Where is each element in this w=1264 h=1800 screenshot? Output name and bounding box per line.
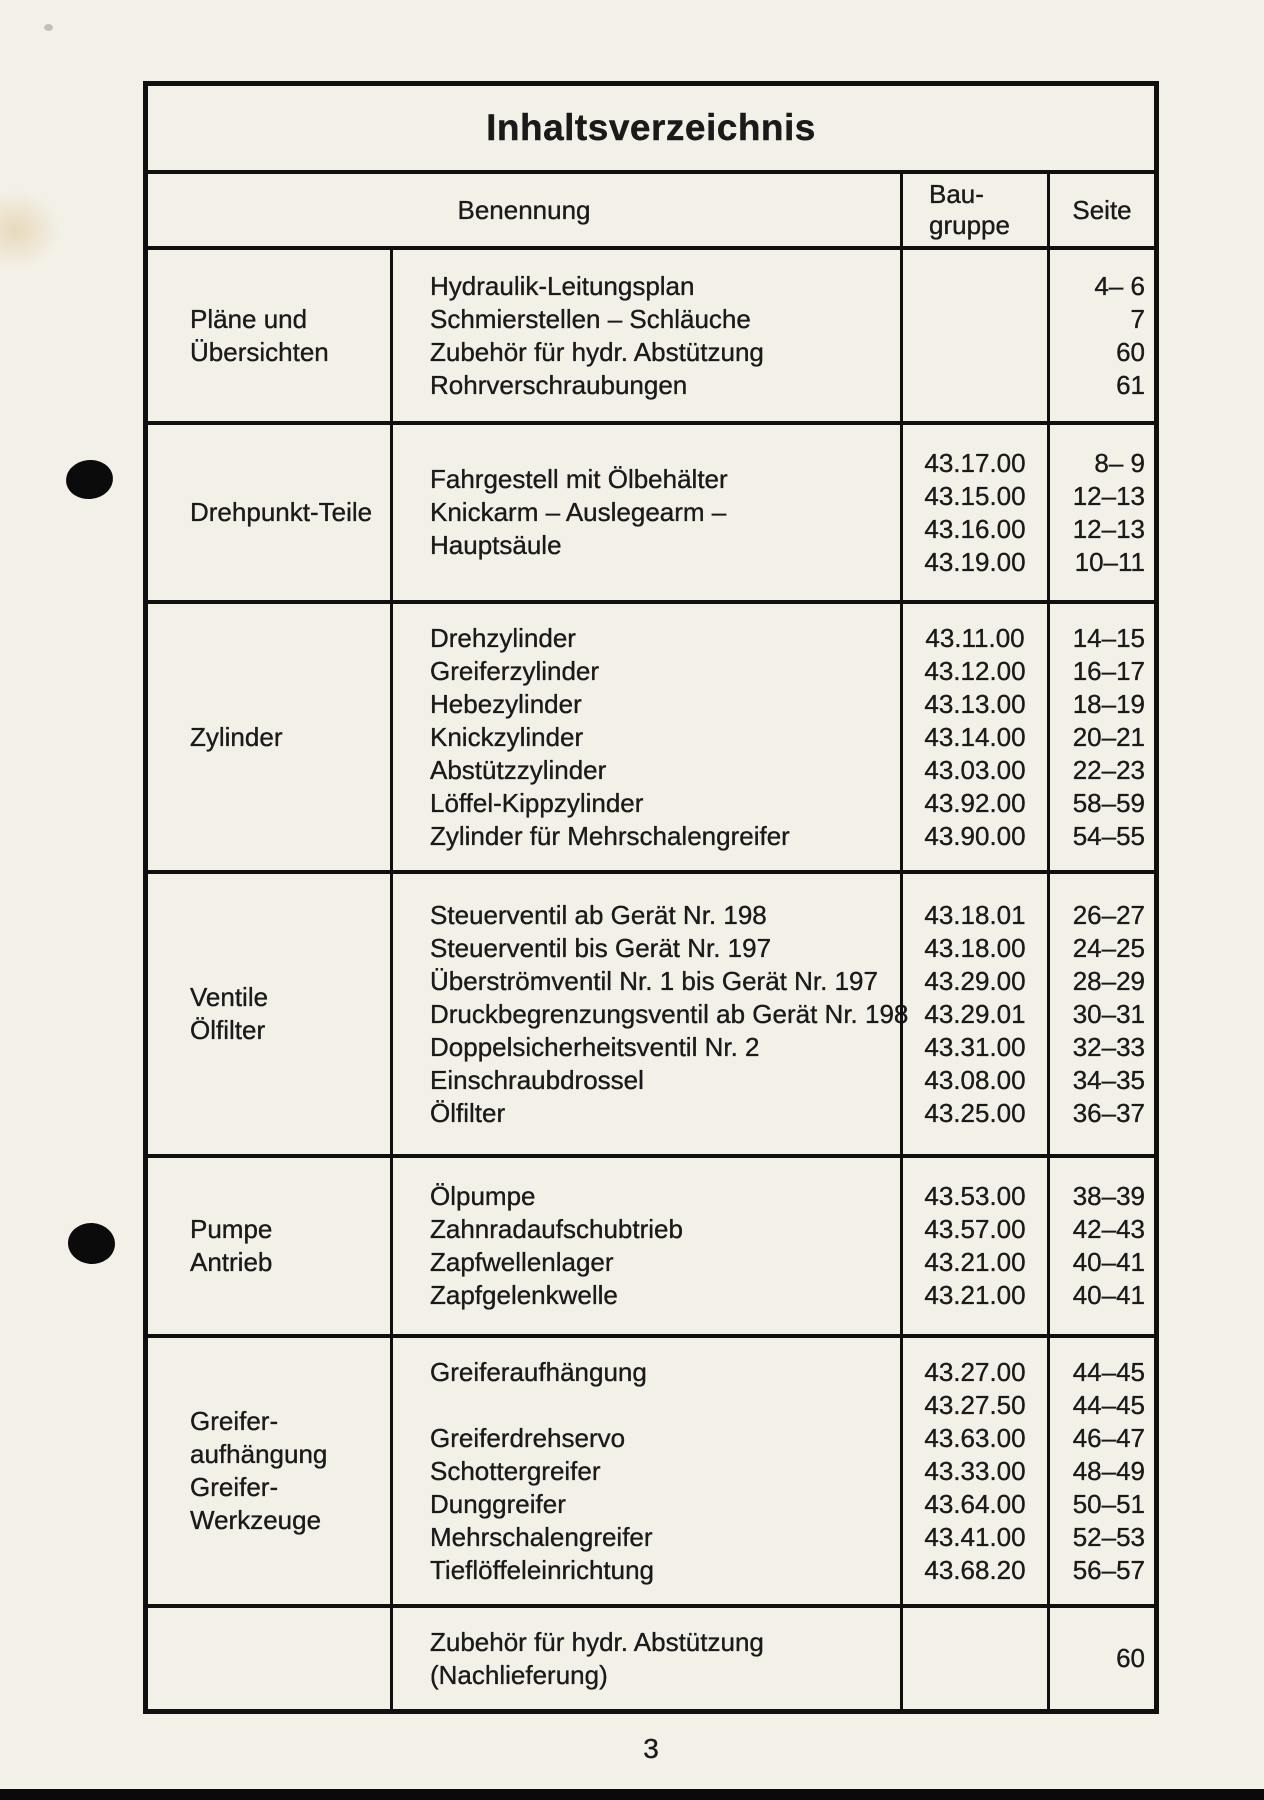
section-label [148,250,390,421]
baugruppe-number [900,1608,1047,1709]
seite-pages-line: 24–25 [1072,932,1145,963]
toc-section [148,250,1154,425]
seite-pages-line: 28–29 [1072,965,1145,996]
column-header-baugruppe [900,174,1047,246]
baugruppe-number-line [971,303,978,336]
entry-name [390,604,900,870]
section-label [148,604,390,870]
seite-pages-line: 46–47 [1072,1422,1145,1453]
entry-name-line: Greiferdrehservo [430,1422,626,1453]
baugruppe-number-line: 43.13.00 [924,688,1026,719]
entry-name-line: Ölfilter [430,1097,506,1128]
entry-name-line: Zapfwellenlager [430,1247,614,1277]
entry-name-line: Knickzylinder [430,721,584,752]
seite-pages [1047,425,1154,600]
seite-pages-line: 26–27 [1072,899,1145,930]
baugruppe-number [900,604,1047,870]
toc-section [148,1608,1154,1709]
section-label-line: Antrieb [190,1247,273,1277]
baugruppe-number-line: 43.41.00 [924,1521,1026,1552]
toc-section [148,604,1154,874]
column-header-baugruppe-line1: Bau- [929,179,984,209]
seite-pages-line: 32–33 [1072,1031,1145,1062]
seite-pages-line: 22–23 [1072,754,1145,785]
toc-section [148,1338,1154,1608]
baugruppe-number-line [971,369,978,402]
entry-name-line: Rohrverschraubungen [430,369,688,400]
baugruppe-number-line: 43.25.00 [924,1097,1026,1128]
baugruppe-number-line: 43.53.00 [924,1181,1026,1211]
baugruppe-number-line: 43.21.00 [924,1280,1026,1310]
seite-pages-line: 44–45 [1072,1389,1145,1420]
entry-name [390,425,900,600]
seite-pages-line: 30–31 [1072,998,1145,1029]
paper-speck [44,24,53,31]
baugruppe-number-line: 43.29.00 [924,965,1026,996]
baugruppe-number-line: 43.17.00 [924,447,1026,478]
baugruppe-number-line: 43.64.00 [924,1488,1026,1519]
baugruppe-number [900,874,1047,1154]
section-label-line: aufhängung [190,1439,328,1469]
section-label-line: Werkzeuge [190,1505,322,1535]
entry-name-line: Zylinder für Mehrschalengreifer [430,820,790,851]
seite-pages-line: 18–19 [1072,688,1145,719]
entry-name-line: Zubehör für hydr. Abstützung [430,1626,764,1657]
seite-pages-line: 54–55 [1072,820,1145,851]
seite-pages [1047,1608,1154,1709]
baugruppe-number-line: 43.31.00 [924,1031,1026,1062]
baugruppe-number [900,425,1047,600]
section-label-line: Zylinder [190,721,283,752]
page-title: Inhaltsverzeichnis [486,107,816,148]
baugruppe-number-line [971,336,978,369]
toc-section [148,1158,1154,1338]
paper-stain [0,190,60,270]
baugruppe-number-line: 43.15.00 [924,480,1026,511]
baugruppe-number-line: 43.90.00 [924,820,1026,851]
column-header-benennung-label: Benennung [457,194,591,225]
entry-name-line: Drehzylinder [430,622,576,653]
baugruppe-number-line: 43.21.00 [924,1247,1026,1277]
seite-pages-line: 48–49 [1072,1455,1145,1486]
seite-pages [1047,1338,1154,1604]
column-header-seite-label: Seite [1072,194,1132,225]
section-label [148,1608,390,1709]
baugruppe-number-line: 43.27.50 [924,1389,1026,1420]
hole-punch-dot [64,458,115,502]
baugruppe-number-line: 43.57.00 [924,1214,1026,1244]
entry-name-line: Zahnradaufschubtrieb [430,1214,683,1244]
column-header-seite [1047,174,1154,246]
title-band [148,86,1154,174]
baugruppe-number-line: 43.68.20 [924,1554,1026,1585]
seite-pages-line: 7 [1130,303,1145,334]
toc-section [148,425,1154,604]
baugruppe-number-line [971,270,978,303]
entry-name-line: Schmierstellen – Schläuche [430,303,751,334]
table-body [148,250,1154,1709]
baugruppe-number [900,250,1047,421]
seite-pages-line: 38–39 [1072,1181,1145,1211]
section-label-line: Ventile [190,982,269,1012]
baugruppe-number-line: 43.11.00 [925,622,1025,653]
toc-section [148,874,1154,1158]
entry-name-line: Greiferaufhängung [430,1356,647,1387]
seite-pages-line: 60 [1116,336,1145,367]
baugruppe-number-line: 43.63.00 [924,1422,1026,1453]
seite-pages-line: 56–57 [1072,1554,1145,1585]
seite-pages-line: 40–41 [1072,1247,1145,1277]
baugruppe-number-line: 43.18.00 [924,932,1026,963]
baugruppe-number-line [971,1642,978,1675]
seite-pages [1047,250,1154,421]
seite-pages-line: 20–21 [1072,721,1145,752]
section-label-line: Greifer- [190,1406,279,1436]
entry-name [390,1338,900,1604]
entry-name-line: Knickarm – Auslegearm – [430,497,727,527]
seite-pages-line: 50–51 [1072,1488,1145,1519]
entry-name-line: Überströmventil Nr. 1 bis Gerät Nr. 197 [430,965,878,996]
section-label [148,1158,390,1334]
entry-name-line: Schottergreifer [430,1455,601,1486]
baugruppe-number-line: 43.33.00 [924,1455,1026,1486]
entry-name [390,1158,900,1334]
seite-pages-line: 12–13 [1072,513,1145,544]
seite-pages-line: 60 [1116,1643,1145,1673]
baugruppe-number-line: 43.18.01 [924,899,1026,930]
entry-name-line: Fahrgestell mit Ölbehälter [430,464,728,494]
seite-pages-line: 8– 9 [1094,447,1145,478]
entry-name-line: Ölpumpe [430,1181,536,1211]
section-label-line: Greifer- [190,1472,279,1502]
table-header-row [148,174,1154,250]
scan-edge-strip [0,1789,1264,1800]
seite-pages-line: 12–13 [1072,480,1145,511]
entry-name-line: Dunggreifer [430,1488,566,1519]
hole-punch-dot [67,1221,117,1265]
seite-pages-line: 34–35 [1072,1064,1145,1095]
entry-name-line [430,1389,900,1422]
toc-table [143,81,1159,1714]
entry-name [390,250,900,421]
baugruppe-number-line: 43.29.01 [924,998,1026,1029]
seite-pages-line: 52–53 [1072,1521,1145,1552]
entry-name-line: Steuerventil bis Gerät Nr. 197 [430,932,772,963]
seite-pages [1047,874,1154,1154]
seite-pages-line: 4– 6 [1094,270,1145,301]
baugruppe-number-line: 43.14.00 [924,721,1026,752]
section-label [148,1338,390,1604]
page-number: 3 [643,1733,659,1764]
section-label-line: Drehpunkt-Teile [190,497,373,527]
entry-name [390,1608,900,1709]
seite-pages-line: 44–45 [1072,1356,1145,1387]
section-label-line: Übersichten [190,336,329,367]
seite-pages-line: 36–37 [1072,1097,1145,1128]
baugruppe-number-line: 43.08.00 [924,1064,1026,1095]
entry-name-line: Tieflöffeleinrichtung [430,1554,655,1585]
section-label-line: Pumpe [190,1214,273,1244]
column-header-baugruppe-line2: gruppe [929,210,1010,240]
entry-name-line: Einschraubdrossel [430,1064,644,1095]
entry-name-line: Löffel-Kippzylinder [430,787,644,818]
section-label [148,874,390,1154]
entry-name-line: Doppelsicherheitsventil Nr. 2 [430,1031,760,1062]
entry-name-line: Hydraulik-Leitungsplan [430,270,695,301]
baugruppe-number-line: 43.92.00 [924,787,1026,818]
seite-pages-line: 42–43 [1072,1214,1145,1244]
section-label-line: Pläne und [190,303,308,334]
seite-pages-line: 16–17 [1072,655,1145,686]
entry-name-line: Abstützzylinder [430,754,607,785]
entry-name-line: Zubehör für hydr. Abstützung [430,336,764,367]
baugruppe-number-line: 43.27.00 [924,1356,1026,1387]
entry-name-line: (Nachlieferung) [430,1659,608,1690]
column-header-benennung [148,174,900,246]
baugruppe-number-line: 43.12.00 [924,655,1026,686]
seite-pages-line: 58–59 [1072,787,1145,818]
entry-name-line: Zapfgelenkwelle [430,1280,618,1310]
entry-name-line: Steuerventil ab Gerät Nr. 198 [430,899,767,930]
seite-pages-line: 10–11 [1074,546,1145,577]
baugruppe-number [900,1158,1047,1334]
baugruppe-number-line: 43.19.00 [924,546,1026,577]
entry-name-line: Hebezylinder [430,688,582,719]
baugruppe-number-line: 43.03.00 [924,754,1026,785]
seite-pages-line: 14–15 [1072,622,1145,653]
baugruppe-number-line: 43.16.00 [924,513,1026,544]
section-label-line: Ölfilter [190,1015,266,1045]
entry-name [390,874,909,1154]
entry-name-line: Hauptsäule [430,530,562,560]
entry-name-line: Greiferzylinder [430,655,600,686]
seite-pages [1047,1158,1154,1334]
entry-name-line: Druckbegrenzungsventil ab Gerät Nr. 198 [430,998,909,1029]
seite-pages [1047,604,1154,870]
entry-name-line: Mehrschalengreifer [430,1521,653,1552]
baugruppe-number [900,1338,1047,1604]
seite-pages-line: 61 [1116,369,1145,400]
seite-pages-line: 40–41 [1072,1280,1145,1310]
section-label [148,425,390,600]
